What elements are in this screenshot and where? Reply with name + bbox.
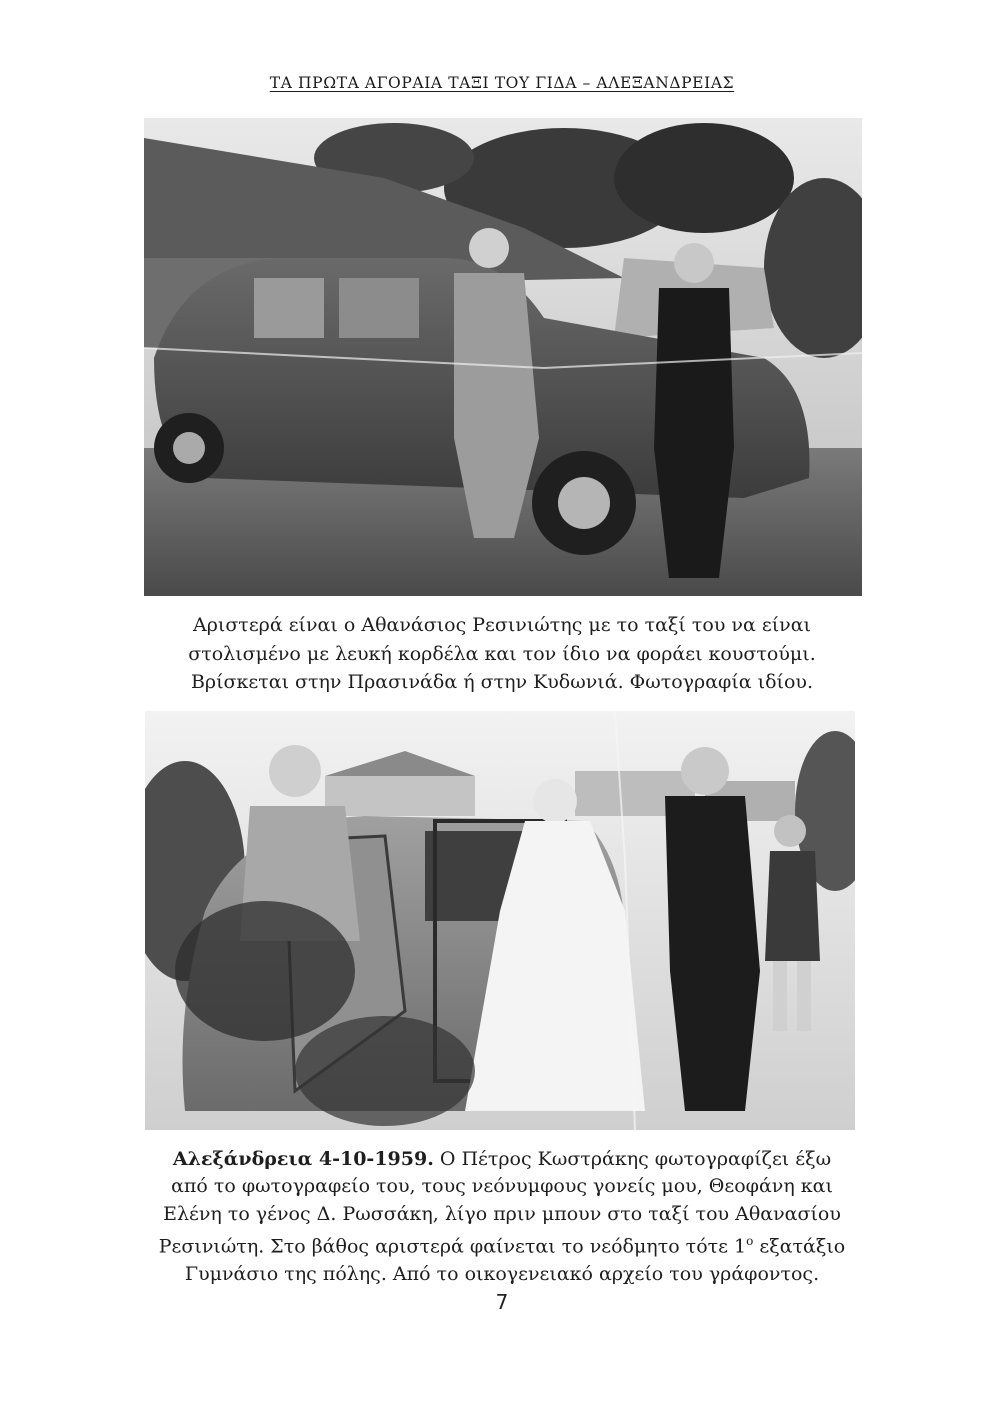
caption-photo-1 (0, 611, 1004, 697)
caption-2-line-4-end: εξατάξιο (753, 1235, 846, 1258)
caption-2-line-1 (0, 1146, 1004, 1173)
caption-2-ordinal-superscript: ο (746, 1234, 754, 1249)
caption-2-line-5: Γυμνάσιο της πόλης. Από το οικογενειακό αρχείο του γράφοντος. (184, 1262, 820, 1285)
caption-2-line-3: Ελένη το γένος Δ. Ρωσσάκη, λίγο πριν μπουν στο ταξί του Αθανασίου (163, 1202, 841, 1225)
caption-2-line-4 (0, 1228, 1004, 1261)
photo-wedding-couple-taxi-image (145, 711, 855, 1130)
caption-1-line-2: στολισμένο με λευκή κορδέλα και τον ίδιο να φοράει κουστούμι. (188, 642, 816, 665)
caption-2-bold-lead: Αλεξάνδρεια 4-10-1959. (172, 1148, 434, 1170)
caption-2-line-1-rest: Ο Πέτρος Κωστράκης φωτογραφίζει έξω (433, 1148, 832, 1170)
page-header-title: ΤΑ ΠΡΩΤΑ ΑΓΟΡΑΙΑ ΤΑΞΙ ΤΟΥ ΓΙΔΑ – ΑΛΕΞΑΝΔΡΕΙΑΣ (269, 74, 735, 92)
photo-wedding-couple-taxi (145, 711, 855, 1130)
caption-2-line-2: από το φωτογραφείο του, τους νεόνυμφους γονείς μου, Θεοφάνη και (171, 1175, 833, 1198)
caption-photo-2 (0, 1146, 1004, 1288)
caption-1-line-3: Βρίσκεται στην Πρασινάδα ή στην Κυδωνιά. Φωτογραφία ιδίου. (190, 671, 814, 693)
photo-taxi-two-men (144, 118, 862, 596)
caption-2-line-4-start: Ρεσινιώτη. Στο βάθος αριστερά φαίνεται το νεόδμητο τότε 1 (158, 1235, 747, 1258)
caption-1-line-1: Αριστερά είναι ο Αθανάσιος Ρεσινιώτης με το ταξί του να είναι (193, 614, 811, 636)
photo-taxi-two-men-image (144, 118, 862, 596)
page-number: 7 (495, 1290, 509, 1314)
